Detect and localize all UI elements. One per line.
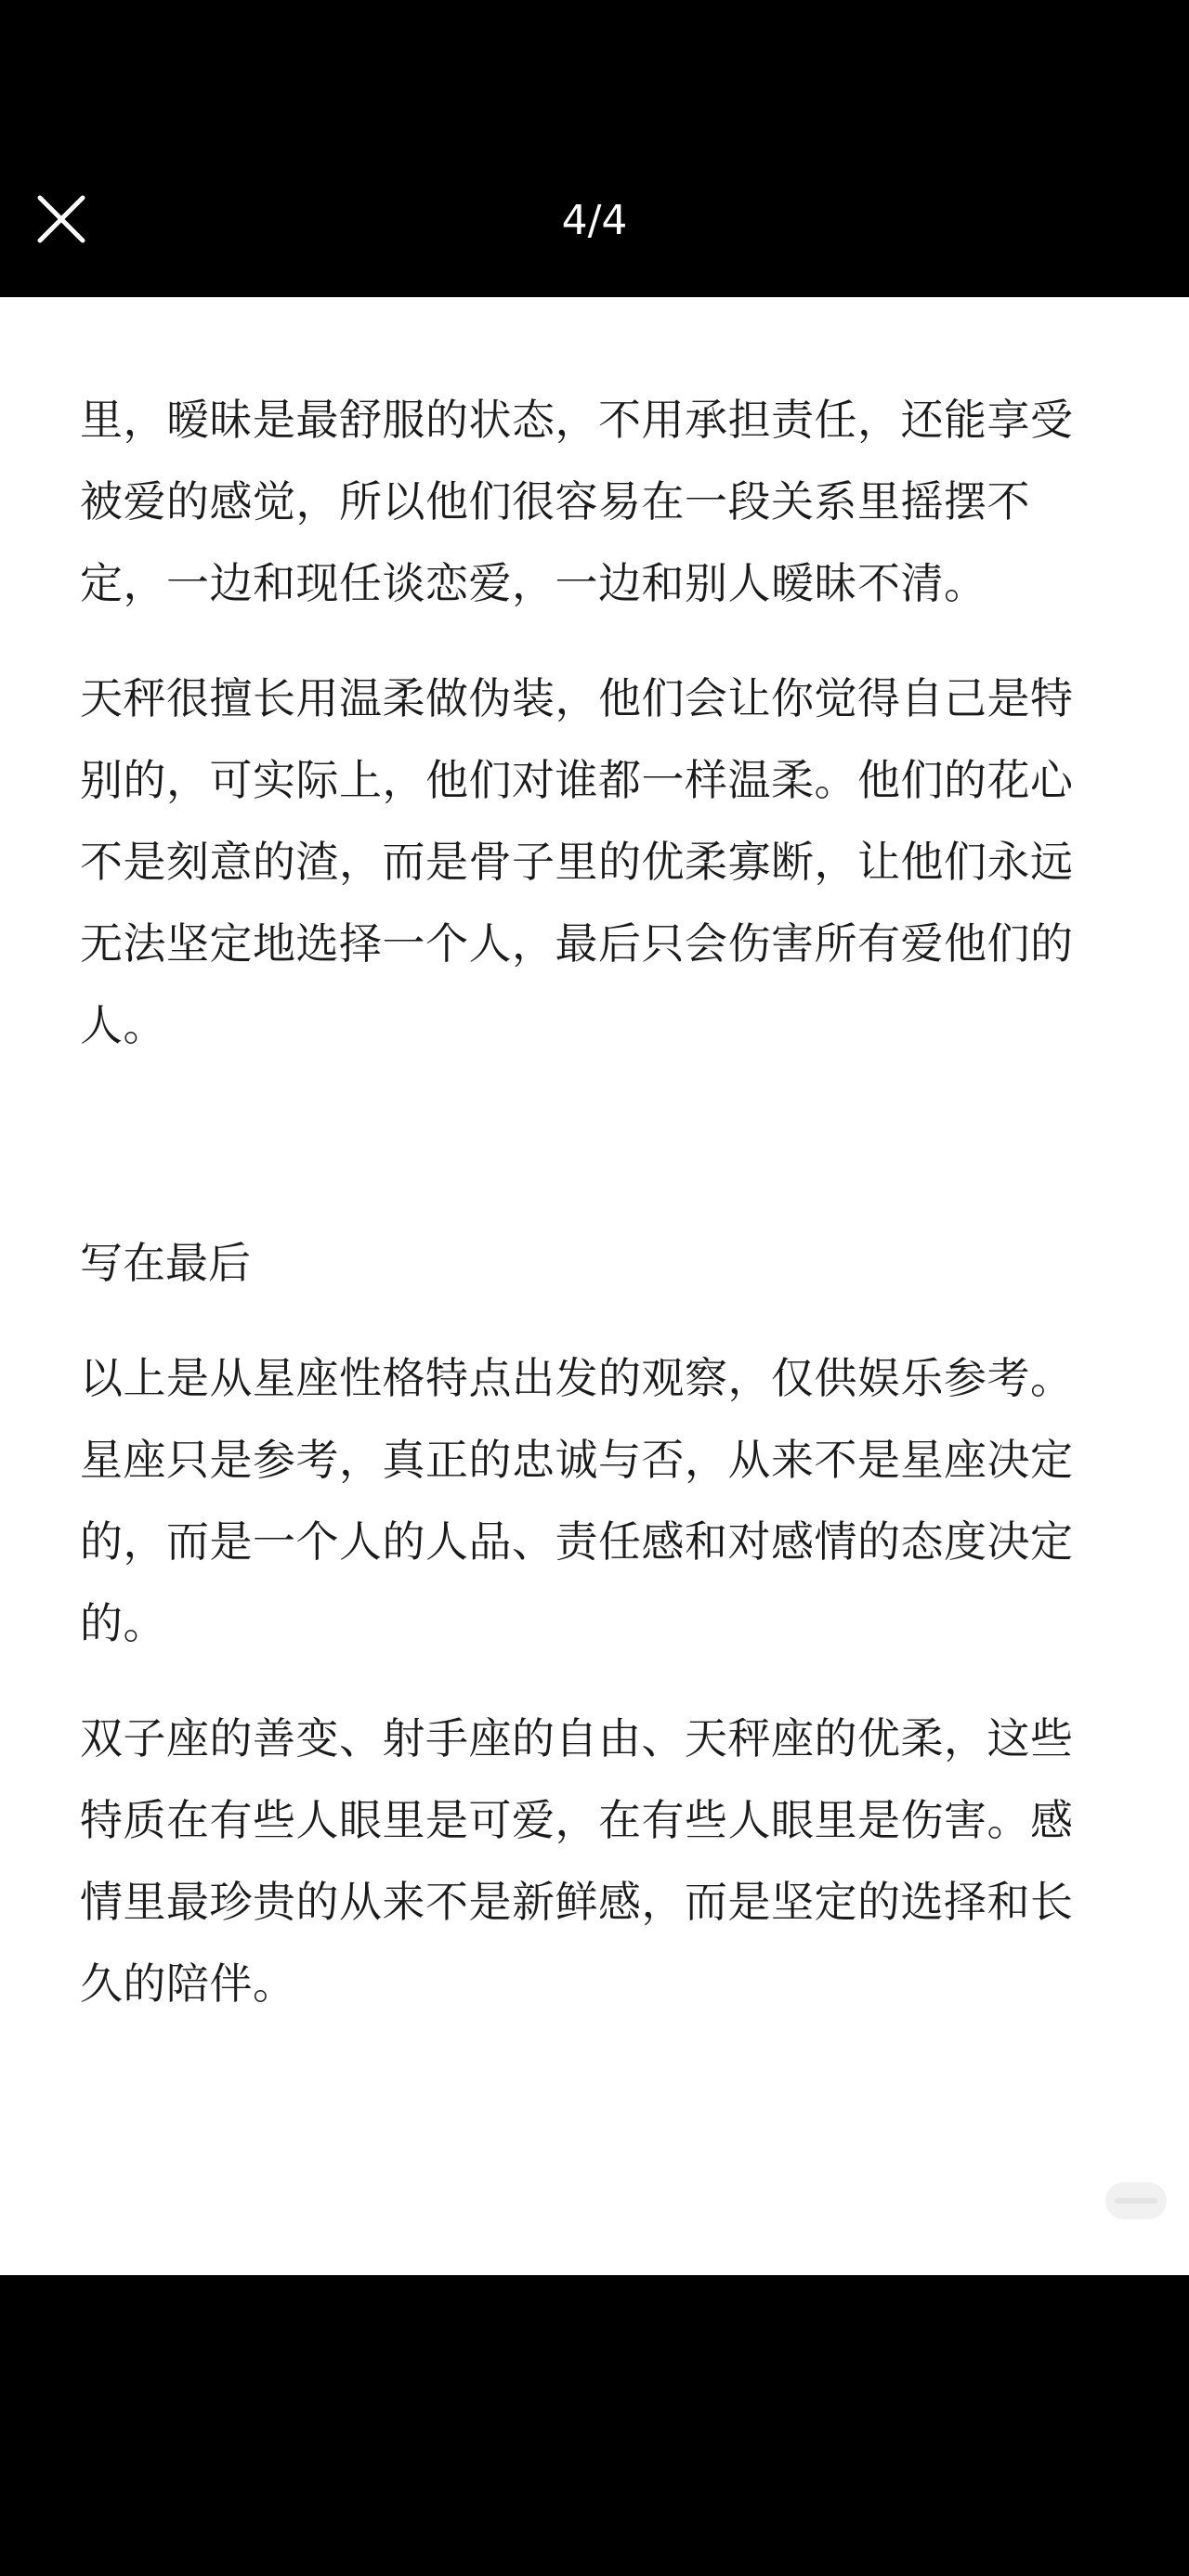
close-icon bbox=[36, 194, 86, 244]
article-paragraph: 里，暧昧是最舒服的状态，不用承担责任，还能享受被爱的感觉，所以他们很容易在一段关系里摇摆不定，一边和现任谈恋爱，一边和别人暧昧不清。 bbox=[80, 395, 1074, 608]
article-paragraph: 天秤很擅长用温柔做伪装，他们会让你觉得自己是特别的，可实际上，他们对谁都一样温柔。他们的花心不是刻意的渣，而是骨子里的优柔寡断，让他们永远无法坚定地选择一个人，最后只会伤害所有爱他们的人。 bbox=[80, 673, 1074, 1050]
page-counter-wrap bbox=[0, 193, 1189, 249]
article-body bbox=[80, 379, 1116, 2024]
close-button[interactable] bbox=[26, 184, 97, 254]
article-page[interactable] bbox=[0, 297, 1189, 2275]
article-paragraph: 以上是从星座性格特点出发的观察，仅供娱乐参考。星座只是参考，真正的忠诚与否，从来不是星座决定的，而是一个人的人品、责任感和对感情的态度决定的。 bbox=[80, 1353, 1074, 1648]
viewer-top-bar bbox=[0, 0, 1189, 297]
watermark-logo bbox=[1105, 2182, 1167, 2219]
viewer-bottom-bar bbox=[0, 2275, 1189, 2576]
article-paragraph: 双子座的善变、射手座的自由、天秤座的优柔，这些特质在有些人眼里是可爱，在有些人眼里是伤害。感情里最珍贵的从来不是新鲜感，而是坚定的选择和长久的陪伴。 bbox=[80, 1713, 1074, 2009]
section-heading: 写在最后 bbox=[80, 1238, 251, 1288]
watermark-icon bbox=[1105, 2182, 1167, 2219]
page-counter: 4/4 bbox=[561, 197, 628, 244]
